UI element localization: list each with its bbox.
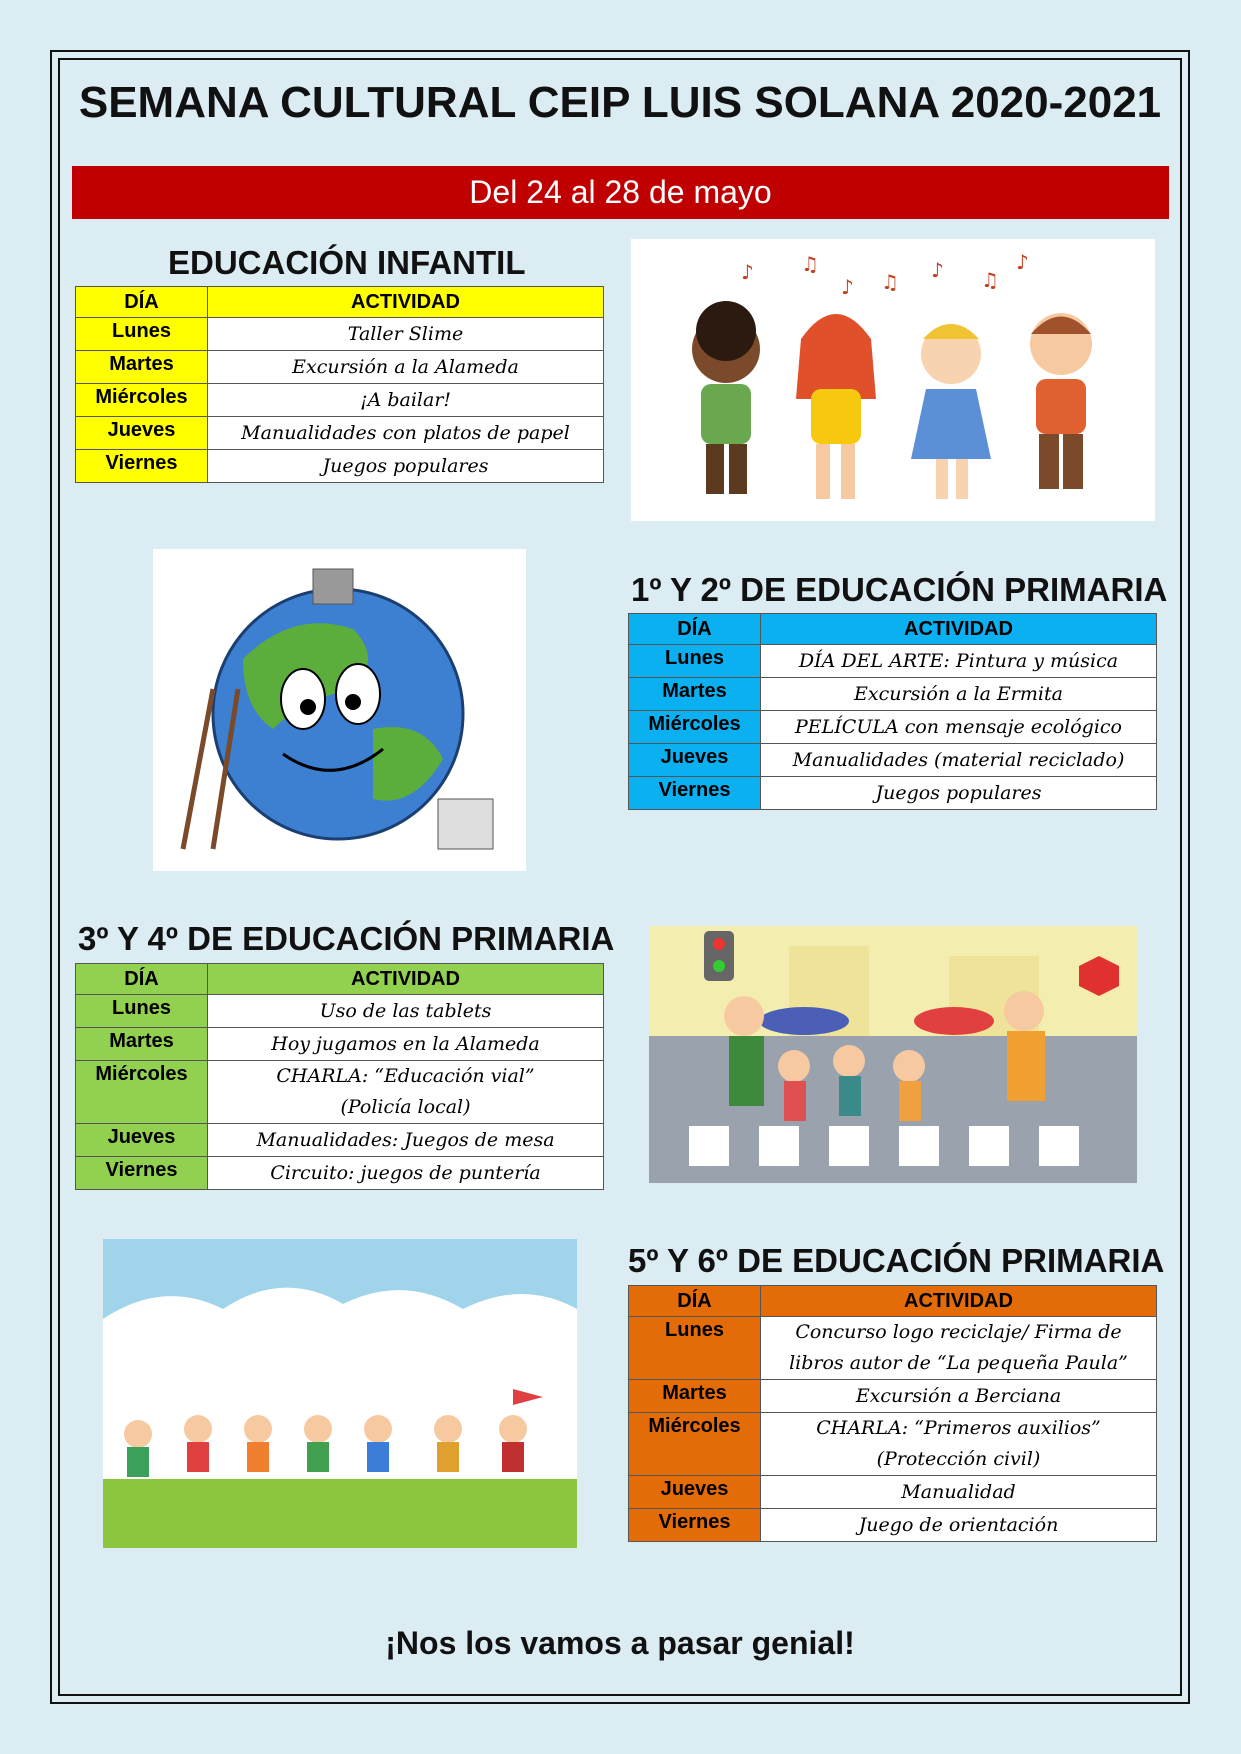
col-day-header: DÍA [629, 614, 761, 645]
table-row: Viernes Juego de orientación [629, 1509, 1157, 1542]
primaria12-table [628, 613, 1157, 810]
svg-text:♫: ♫ [881, 270, 899, 294]
svg-text:♪: ♪ [741, 260, 754, 284]
earth-recycling-illustration [153, 549, 526, 871]
col-activity-header: ACTIVIDAD [761, 614, 1157, 645]
footer-message: ¡Nos los vamos a pasar genial! [385, 1625, 855, 1661]
dancing-kids-illustration [631, 239, 1155, 521]
table-row: Jueves Manualidades: Juegos de mesa [76, 1124, 604, 1157]
svg-text:♫: ♫ [981, 268, 999, 292]
primaria56-title: 5º Y 6º DE EDUCACIÓN PRIMARIA [628, 1242, 1165, 1279]
table-row: Jueves Manualidad [629, 1476, 1157, 1509]
svg-text:♪: ♪ [1016, 250, 1029, 274]
table-row: Viernes Circuito: juegos de puntería [76, 1157, 604, 1190]
date-banner: Del 24 al 28 de mayo [72, 166, 1169, 219]
table-row: Viernes Juegos populares [76, 450, 604, 483]
primaria34-title: 3º Y 4º DE EDUCACIÓN PRIMARIA [78, 920, 615, 957]
kids-walking-illustration [103, 1239, 577, 1548]
table-row: Miércoles ¡A bailar! [76, 384, 604, 417]
table-row: Lunes Taller Slime [76, 318, 604, 351]
table-row: Miércoles PELÍCULA con mensaje ecológico [629, 711, 1157, 744]
svg-text:♪: ♪ [841, 275, 854, 299]
table-row: Martes Excursión a Berciana [629, 1380, 1157, 1413]
table-row: Martes Hoy jugamos en la Alameda [76, 1028, 604, 1061]
col-day-header: DÍA [76, 964, 208, 995]
primaria56-table [628, 1285, 1157, 1542]
table-row: Jueves Manualidades con platos de papel [76, 417, 604, 450]
svg-text:♫: ♫ [801, 252, 819, 276]
crosswalk-illustration [649, 926, 1137, 1183]
table-row: Lunes DÍA DEL ARTE: Pintura y música [629, 645, 1157, 678]
col-activity-header: ACTIVIDAD [208, 964, 604, 995]
infantil-title: EDUCACIÓN INFANTIL [168, 244, 526, 281]
table-row: Lunes Concurso logo reciclaje/ Firma de libros autor de “La pequeña Paula” [629, 1317, 1157, 1380]
table-row: Miércoles CHARLA: “Primeros auxilios” (Protección civil) [629, 1413, 1157, 1476]
page-title: SEMANA CULTURAL CEIP LUIS SOLANA 2020-2021 [78, 78, 1162, 127]
table-row: Martes Excursión a la Ermita [629, 678, 1157, 711]
table-row: Martes Excursión a la Alameda [76, 351, 604, 384]
table-row: Miércoles CHARLA: “Educación vial” (Policía local) [76, 1061, 604, 1124]
col-day-header: DÍA [76, 287, 208, 318]
table-row: Viernes Juegos populares [629, 777, 1157, 810]
table-row: Jueves Manualidades (material reciclado) [629, 744, 1157, 777]
infantil-table [75, 286, 604, 483]
col-day-header: DÍA [629, 1286, 761, 1317]
svg-text:♪: ♪ [931, 258, 944, 282]
primaria34-table [75, 963, 604, 1190]
primaria12-title: 1º Y 2º DE EDUCACIÓN PRIMARIA [631, 571, 1168, 608]
col-activity-header: ACTIVIDAD [208, 287, 604, 318]
col-activity-header: ACTIVIDAD [761, 1286, 1157, 1317]
table-row: Lunes Uso de las tablets [76, 995, 604, 1028]
